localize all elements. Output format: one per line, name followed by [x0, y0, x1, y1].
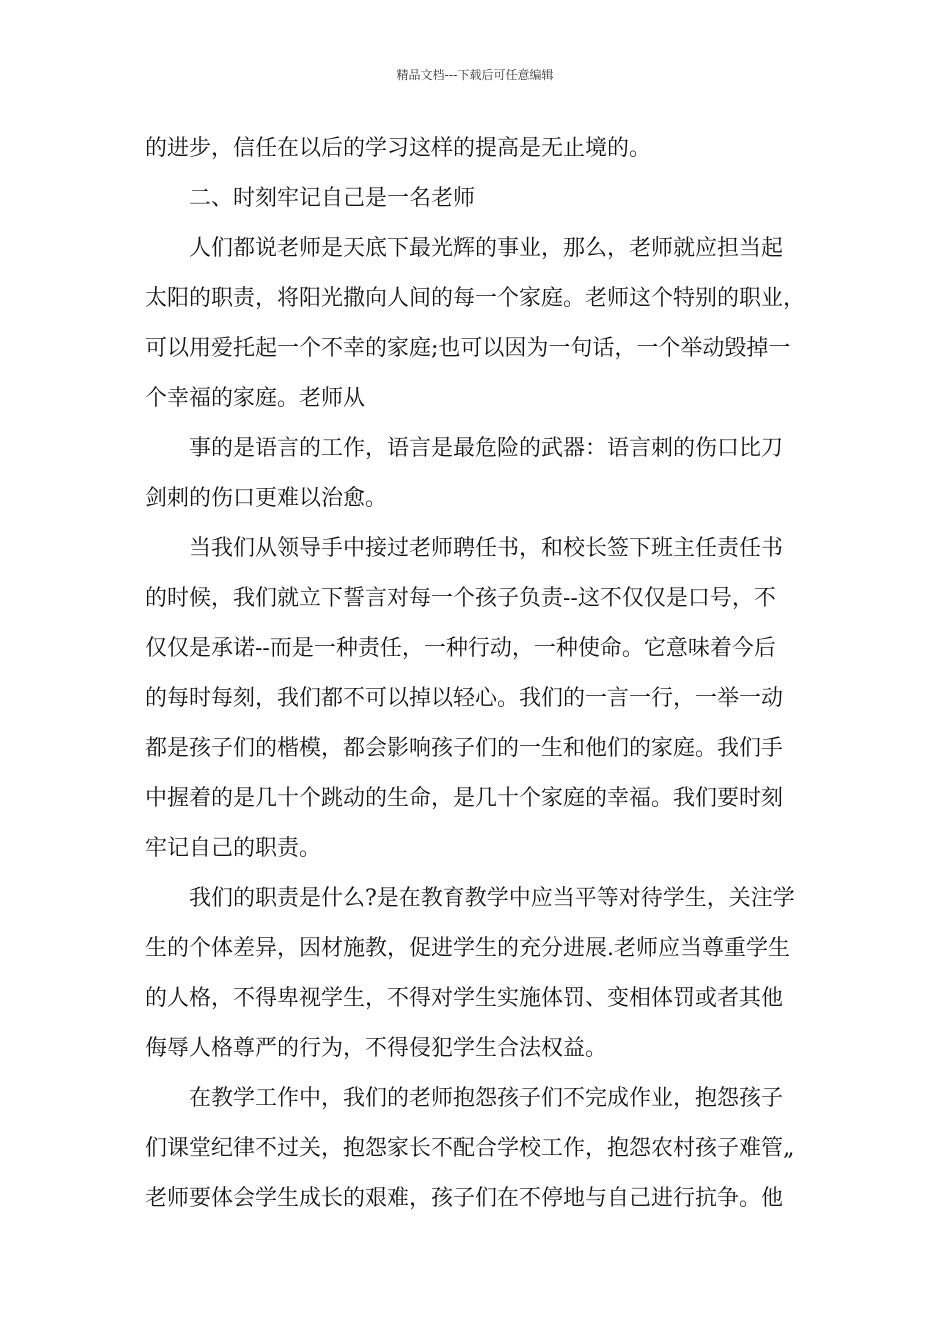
paragraph-line: 在教学工作中，我们的老师抱怨孩子们不完成作业，抱怨孩子: [189, 1086, 784, 1111]
paragraph-line: 剑刺的伤口更难以治愈。: [145, 486, 388, 511]
paragraph-line: 可以用爱托起一个不幸的家庭;也可以因为一句话，一个举动毁掉一: [145, 336, 791, 361]
paragraph-line: 都是孩子们的楷模，都会影响孩子们的一生和他们的家庭。我们手: [145, 736, 784, 761]
paragraph-line: 的时候，我们就立下誓言对每一个孩子负责--这不仅仅是口号，不: [145, 586, 776, 611]
paragraph-line: 事的是语言的工作，语言是最危险的武器：语言刺的伤口比刀: [189, 436, 784, 461]
paragraph-line: 太阳的职责，将阳光撒向人间的每一个家庭。老师这个特别的职业，: [145, 286, 806, 311]
paragraph-line: 们课堂纪律不过关，抱怨家长不配合学校工作，抱怨农村孩子难管„: [145, 1136, 795, 1161]
paragraph-line: 老师要体会学生成长的艰难，孩子们在不停地与自己进行抗争。他: [145, 1186, 784, 1211]
paragraph-line: 牢记自己的职责。: [145, 836, 322, 861]
paragraph-line: 人们都说老师是天底下最光辉的事业，那么，老师就应担当起: [189, 236, 784, 261]
document-body: [145, 124, 809, 1224]
paragraph-line: 侮辱人格尊严的行为，不得侵犯学生合法权益。: [145, 1036, 608, 1061]
paragraph-line: 的每时每刻，我们都不可以掉以轻心。我们的一言一行，一举一动: [145, 686, 784, 711]
text-line: 的进步，信任在以后的学习这样的提高是无止境的。: [145, 136, 652, 161]
page-header: 精品文档---下载后可任意编辑: [396, 68, 554, 82]
paragraph-line: 仅仅是承诺--而是一种责任，一种行动，一种使命。它意味着今后: [145, 636, 776, 661]
section-heading: 二、时刻牢记自己是一名老师: [189, 186, 476, 211]
paragraph-line: 当我们从领导手中接过老师聘任书，和校长签下班主任责任书: [189, 536, 784, 561]
paragraph-line: 的人格，不得卑视学生，不得对学生实施体罚、变相体罚或者其他: [145, 986, 784, 1011]
paragraph-line: 中握着的是几十个跳动的生命，是几十个家庭的幸福。我们要时刻: [145, 786, 784, 811]
paragraph-line: 我们的职责是什么?是在教育教学中应当平等对待学生，关注学: [189, 886, 795, 911]
paragraph-line: 个幸福的家庭。老师从: [145, 386, 366, 411]
paragraph-line: 生的个体差异，因材施教，促进学生的充分进展.老师应当尊重学生: [145, 936, 790, 961]
